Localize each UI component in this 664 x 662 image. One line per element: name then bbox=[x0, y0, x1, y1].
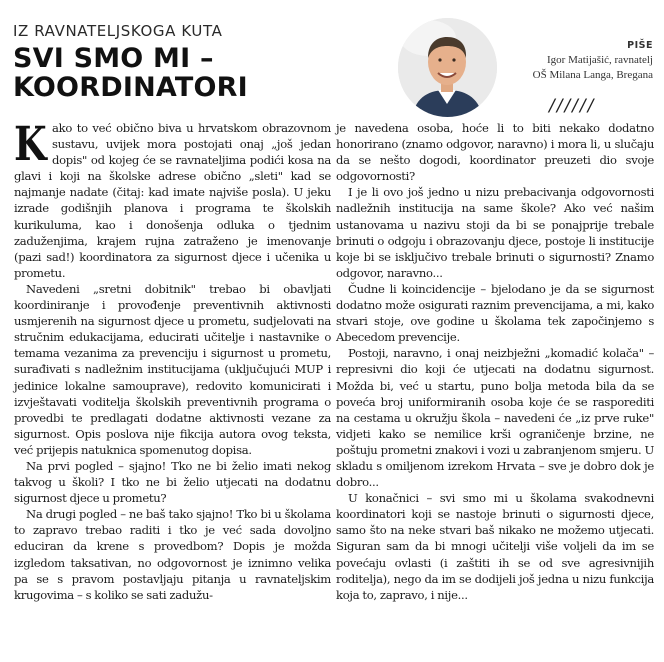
paragraph: U konačnici – svi smo mi u školama svakodnevni koordinatori koji se nastoje brinuti o sigurnosti djece, samo što na neke stvari baš nikako ne možemo utjecati. Siguran sam da bi mnogi učitelji više voljeli da im se povećaju ovlasti (i zaštiti ih se od sve agresivnijih roditelja), nego da im se dodijeli još jedna u nizu funkcija koja to, zapravo, i nije... bbox=[336, 491, 654, 602]
article-column-left bbox=[14, 117, 331, 603]
paragraph-text: ako to već obično biva u hrvatskom obrazovnom sustavu, uvijek mora postojati onaj „još jedan dopis" od kojeg će se ravnateljima podići kosa na glavi i koji na školske adrese obično „sleti" kad se najmanje nadate (čitaj: kad imate najviše posla). U jeku izrade godišnjih planova i programa te školskih kurikuluma, kao i donošenja odluka o tjednim zaduženjima, krajem rujna zatraženo je imenovanje (pazi sad!) koordinatora za sigurnost djece i učenika u prometu. bbox=[14, 121, 331, 280]
headline bbox=[13, 44, 248, 102]
section-label: IZ RAVNATELJSKOGA KUTA bbox=[13, 22, 223, 40]
paragraph: Navedeni „sretni dobitnik" trebao bi obavljati koordiniranje i provođenje preventivnih aktivnosti usmjerenih na sigurnost djece u prometu, sudjelovati na stručnim edukacijama, educirati učitelje i nastavnike o temama vezanima za prevenciju i sigurnost u prometu, surađivati s nadležnim institucijama (uključujući MUP i jedinice lokalne samouprave), redovito komunicirati i izvještavati voditelja školskih preventivnih programa o provedbi te predlagati dodatne aktivnosti vezane za sigurnost. Opis poslova nije fikcija autora ovog teksta, već prijepis natuknica spomenutog dopisa. bbox=[14, 281, 331, 457]
headline-line-1: SVI SMO MI – bbox=[13, 43, 214, 74]
author-byline bbox=[533, 38, 653, 83]
paragraph: Na drugi pogled – ne baš tako sjajno! Tko bi u školama to zapravo trebao raditi i tko je već sada dovoljno educiran da krene s provedbom? Dopis je možda izgledom taksativan, no odgovornost je iznimno velika pa se s pravom postavljaju pitanja u ravnateljskim krugovima – s koliko se sati zadužu- bbox=[14, 507, 331, 602]
author-name: Igor Matijašić, ravnatelj bbox=[547, 54, 653, 66]
author-school: OŠ Milana Langa, Bregana bbox=[532, 69, 653, 81]
byline-label: PIŠE bbox=[627, 40, 653, 51]
paragraph: Na prvi pogled – sjajno! Tko ne bi želio imati nekog takvog u školi? I tko ne bi želio utjecati na dodatnu sigurnost djece u prometu? bbox=[14, 458, 331, 506]
paragraph: I je li ovo još jedno u nizu prebacivanja odgovornosti nadležnih institucija na same škole? Ako već našim ustanovama u nazivu stoji da bi se ponajprije trebale brinuti o odgoju i obrazovanju djece, postoje li institucije koje bi se isključivo trebale brinuti o sigurnosti? Znamo odgovor, naravno... bbox=[336, 185, 654, 280]
paragraph: je navedena osoba, hoće li to biti nekako dodatno honorirano (znamo odgovor, naravno) i mora li, u slučaju da se nešto dogodi, koordinator preuzeti dio svoje odgovornosti? bbox=[336, 121, 654, 184]
author-portrait-image bbox=[398, 18, 497, 117]
paragraph bbox=[14, 117, 331, 281]
headline-line-2: KOORDINATORI bbox=[13, 72, 248, 103]
paragraph: Čudne li koincidencije – bjelodano je da se sigurnost dodatno može osigurati raznim prevencijama, a mi, kako stvari stoje, ove godine u školama tek započinjemo s Abecedom prevencije. bbox=[336, 281, 654, 345]
drop-cap: K bbox=[14, 117, 47, 172]
decorative-slashes: ////// bbox=[549, 96, 596, 116]
article-column-right bbox=[336, 120, 654, 603]
paragraph: Postoji, naravno, i onaj neizbježni „komadić kolača" – represivni dio koji će utjecati na dodatnu sigurnost. Možda bi, već u startu, puno bolja metoda bila da se poveća broj uniformiranih osoba koje će se rasporediti na cestama u okružju škola – navedeni će „iz prve ruke" vidjeti kako se nemilice krši ograničenje brzine, ne poštuju prometni znakovi i vozi u zabranjenom smjeru. U skladu s omiljenom izrekom Hrvata – sve je dobro dok je dobro... bbox=[336, 346, 654, 490]
author-photo bbox=[398, 18, 497, 117]
